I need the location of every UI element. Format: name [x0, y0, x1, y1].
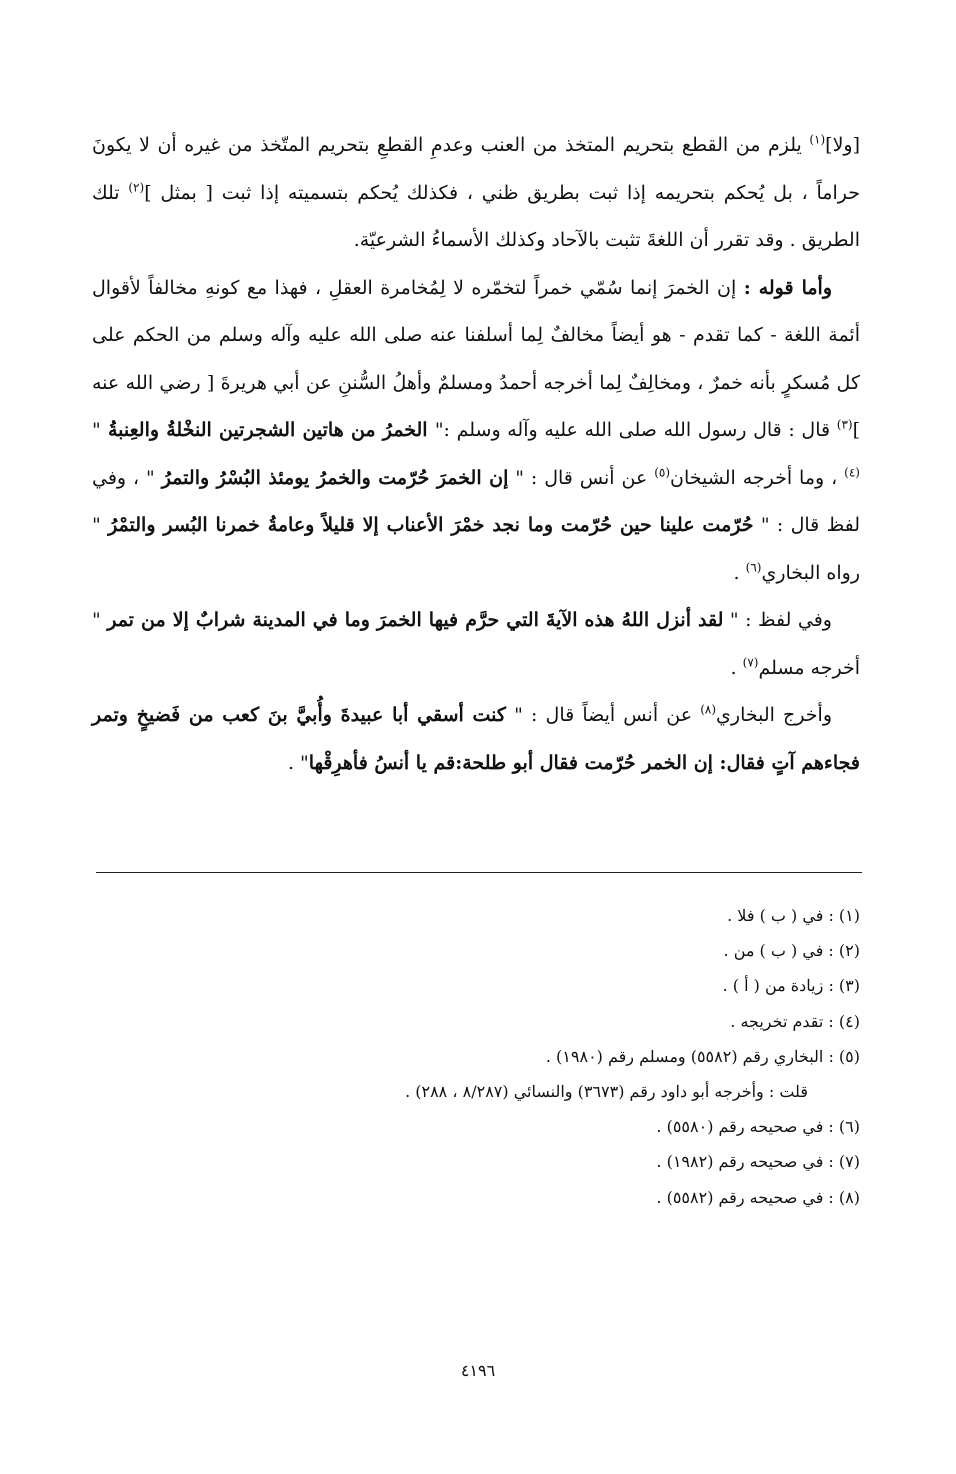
- footnote-ref: (٥): [654, 465, 671, 480]
- text-run: " رواه البخاري: [92, 514, 860, 584]
- footnote-4: (٤) : تقدم تخريجه .: [730, 1011, 860, 1031]
- hadith-quote: لقد أنزل اللهُ هذه الآيةَ التي حرَّم فيها الخمرَ وما في المدينة شرابٌ إلا من تمر: [107, 609, 724, 631]
- footnote-2: (٢) : في ( ب ) من .: [723, 941, 860, 961]
- footnotes: [96, 898, 860, 1215]
- hadith-quote: الخمرُ من هاتين الشجرتين النخْلةُ والعِنبةُ: [100, 419, 435, 441]
- footnote-ref: (٨): [700, 702, 717, 717]
- footnote-ref: (٢): [128, 180, 145, 195]
- text-run: [ولا]: [825, 134, 860, 156]
- text-run: ، وما أخرجه الشيخان: [670, 466, 845, 489]
- page-number: ٤١٩٦: [460, 1361, 496, 1380]
- footnote-8: (٨) : في صحيحه رقم (٥٥٨٢) .: [656, 1187, 860, 1207]
- main-text: [92, 122, 860, 787]
- paragraph-3: [92, 597, 860, 692]
- text-run: .: [730, 656, 743, 679]
- paragraph-2: [92, 265, 860, 598]
- footnote-ref: (٣): [836, 417, 853, 432]
- footnote-ref: (٦): [745, 560, 762, 575]
- text-run: يلزم من القطع بتحريم المتخذ من العنب وعدمِ القطعِ بتحريم المتّخذ من غيره أن لا يكونَ حراماً ، بل يُحكم بتحريمه إذا ثبت بطريق ظني ، فكذلك يُحكم بتسميته إذا ثبت [ بمثل ]: [92, 134, 860, 204]
- hadith-quote: كنت أسقي أبا عبيدةَ وأُبيَّ بنَ كعب من فَضيخٍ وتمر فجاءهم آتٍ فقال: إن الخمر حُرّمت فقال أبو طلحة:قم يا أنسُ فأهرِقْها: [92, 704, 860, 774]
- footnote-5: (٥) : البخاري رقم (٥٥٨٢) ومسلم رقم (١٩٨٠) .: [545, 1046, 860, 1066]
- text-run: " ، وفي لفظ قال : ": [92, 466, 861, 536]
- text-run: وفي لفظ : ": [723, 609, 832, 631]
- text-run: قال : قال رسول الله صلى الله عليه وآله وسلم :": [434, 419, 837, 441]
- footnote-separator: [96, 872, 862, 873]
- paragraph-4: [92, 692, 860, 787]
- footnote-ref: (١): [809, 132, 826, 147]
- footnote-6: (٦) : في صحيحه رقم (٥٥٨٠) .: [656, 1117, 860, 1137]
- footnote-3: (٣) : زيادة من ( أ ) .: [722, 976, 860, 996]
- text-run: " .: [287, 751, 309, 774]
- hadith-quote: إن الخمرَ حُرّمت والخمرُ يومئذ البُسْرُ والتمرُ: [161, 466, 509, 489]
- footnote-ref: (٤): [844, 465, 860, 480]
- text-run: إن الخمرَ إنما سُمّي خمراً لتخمّره لا لِمُخامرة العقلِ ، فهذا مع كونهِ مخالفاً لأقوال أئمة اللغة - كما تقدم - هو أيضاً مخالفٌ لِما أسلفنا عنه صلى الله عليه وآله وسلم من الحكم على كل مُسكرٍ بأنه خمرٌ ، ومخالِفٌ لِما أخرجه أحمدُ ومسلمٌ وأهلُ السُّننِ عن أبي هريرةَ [ رضي الله عنه ]: [92, 276, 860, 441]
- text-run: عن أنس أيضاً قال : ": [505, 704, 701, 726]
- text-run: عن أنس قال : ": [508, 466, 655, 489]
- footnote-ref: (٧): [742, 655, 759, 670]
- text-run: " أخرجه مسلم: [92, 609, 860, 679]
- text-run: وأخرج البخاري: [716, 704, 833, 726]
- footnote-5-continuation: قلت : وأخرجه أبو داود رقم (٣٦٧٣) والنسائي (٨/٢٨٧ ، ٢٨٨) .: [405, 1082, 808, 1102]
- bold-run: وأما قوله :: [743, 276, 832, 299]
- hadith-quote: حُرّمت علينا حين حُرّمت وما نجد خمْرَ الأعناب إلا قليلاً وعامةُ خمرنا البُسر والتمْرُ: [108, 514, 754, 536]
- footnote-1: (١) : في ( ب ) فلا .: [727, 906, 860, 925]
- text-run: .: [733, 561, 746, 584]
- footnote-7: (٧) : في صحيحه رقم (١٩٨٢) .: [656, 1152, 860, 1172]
- text-run: ": [92, 419, 101, 441]
- paragraph-1: [92, 122, 860, 265]
- text-run: تلك الطريق . وقد تقرر أن اللغةَ تثبت بالآحاد وكذلك الأسماءُ الشرعيّة.: [92, 181, 860, 251]
